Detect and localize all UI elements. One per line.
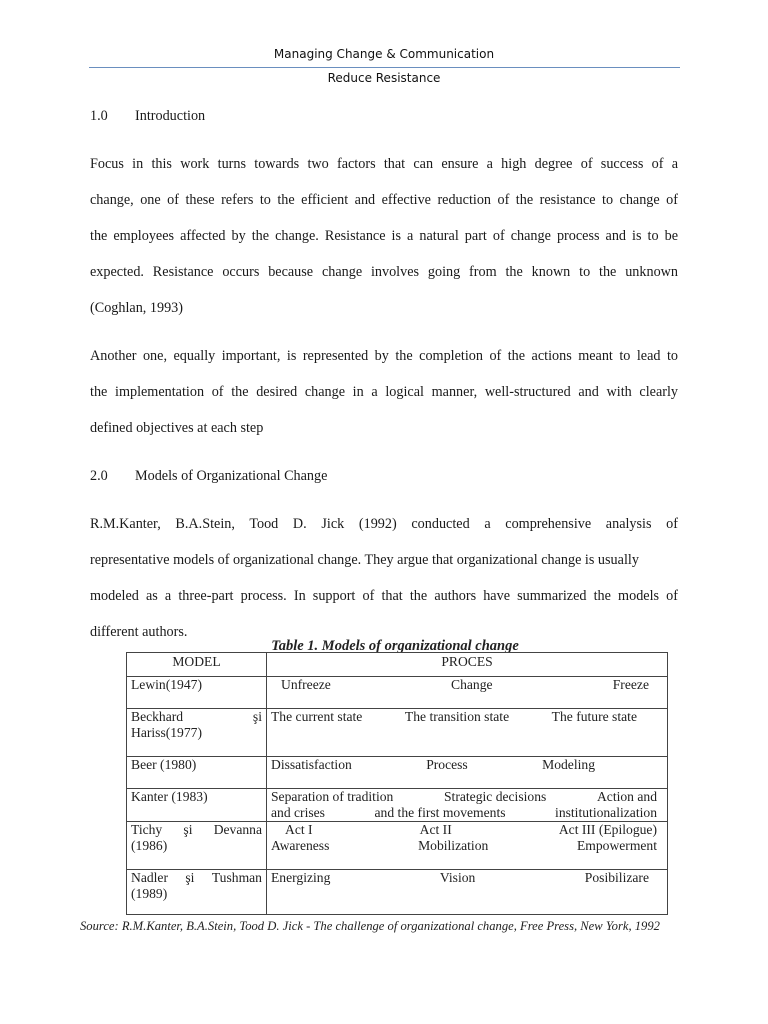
proces-cell <box>267 677 668 709</box>
proces-step: Unfreeze <box>281 677 331 692</box>
model-line: Hariss(1977) <box>131 725 202 740</box>
proces-line <box>271 757 663 773</box>
proces-step: Change <box>451 677 493 692</box>
text-line: (Coghlan, 1993) <box>90 300 183 316</box>
table-row <box>127 870 668 915</box>
text-line: representative models of organizational change. They argue that organizational change is usually <box>90 552 639 568</box>
proces-line <box>271 838 663 854</box>
table-row <box>127 757 668 789</box>
proces-step: Mobilization <box>418 838 489 853</box>
proces-step: The current state <box>271 709 363 724</box>
intro-paragraph-2 <box>90 346 678 454</box>
proces-step: Dissatisfaction <box>271 757 352 772</box>
models-table <box>126 652 668 915</box>
header-rule <box>89 67 680 68</box>
proces-step: Separation of tradition <box>271 789 394 804</box>
model-conj: şi <box>252 709 262 724</box>
text-line: the implementation of the desired change in a logical manner, well-structured and with clearly <box>90 384 678 400</box>
text-line: Focus in this work turns towards two factors that can ensure a high degree of success of a <box>90 156 678 172</box>
section-heading-introduction <box>90 106 205 126</box>
model-line: (1986) <box>131 838 168 853</box>
model-name: Beckhard <box>131 709 184 724</box>
proces-step: Energizing <box>271 870 331 885</box>
model-conj: şi <box>183 822 193 837</box>
proces-cell <box>267 870 668 915</box>
proces-step: Action and <box>596 789 657 804</box>
text-line: Another one, equally important, is represented by the completion of the actions meant to lead to <box>90 348 678 364</box>
models-paragraph <box>90 514 678 642</box>
model-line <box>131 822 262 838</box>
proces-cell <box>267 709 668 757</box>
table-caption: Table 1. Models of organizational change <box>271 638 519 654</box>
model-line <box>131 870 262 886</box>
text-line: the employees affected by the change. Resistance is a natural part of change process and is to be <box>90 228 678 244</box>
text-line: modeled as a three-part process. In support of that the authors have summarized the models of <box>90 588 678 604</box>
model-cell <box>127 677 267 709</box>
proces-step: Act II <box>419 822 452 837</box>
section-title: Models of Organizational Change <box>135 468 328 484</box>
model-line: (1989) <box>131 886 168 901</box>
section-title: Introduction <box>135 108 206 124</box>
table-row <box>127 822 668 870</box>
model-name: Nadler <box>131 870 168 885</box>
text-line: change, one of these refers to the efficient and effective reduction of the resistance to change of <box>90 192 678 208</box>
section-heading-models <box>90 466 327 486</box>
model-name: Tushman <box>211 870 262 885</box>
proces-step: Modeling <box>542 757 595 772</box>
proces-line <box>271 870 663 886</box>
model-cell <box>127 709 267 757</box>
table-row <box>127 709 668 757</box>
text-line: R.M.Kanter, B.A.Stein, Tood D. Jick (1992) conducted a comprehensive analysis of <box>90 516 678 532</box>
model-line: Beer (1980) <box>131 757 197 772</box>
text-line: defined objectives at each step <box>90 420 264 436</box>
intro-paragraph-1 <box>90 154 678 334</box>
proces-line <box>271 709 663 725</box>
model-cell <box>127 789 267 822</box>
model-cell <box>127 757 267 789</box>
proces-step: institutionalization <box>555 805 657 820</box>
running-header-subtitle: Reduce Resistance <box>327 71 441 85</box>
header-proces: PROCES <box>267 653 668 677</box>
model-conj: şi <box>185 870 195 885</box>
proces-line <box>271 805 663 821</box>
proces-step: and crises <box>271 805 325 820</box>
text-line: expected. Resistance occurs because change involves going from the known to the unknown <box>90 264 678 280</box>
table-row <box>127 677 668 709</box>
proces-cell <box>267 789 668 822</box>
proces-line <box>271 789 663 805</box>
proces-step: Process <box>426 757 468 772</box>
section-number: 1.0 <box>90 108 108 124</box>
proces-step: Act III (Epilogue) <box>558 822 657 837</box>
table-header-row <box>127 653 668 677</box>
table-row <box>127 789 668 822</box>
model-cell <box>127 822 267 870</box>
model-line <box>131 709 262 725</box>
proces-step: Freeze <box>612 677 649 692</box>
proces-step: Awareness <box>271 838 330 853</box>
proces-step: Posibilizare <box>584 870 649 885</box>
table-source-note: Source: R.M.Kanter, B.A.Stein, Tood D. Jick - The challenge of organizational change, Free Press, New York, 1992 <box>80 919 660 933</box>
proces-line <box>271 677 663 693</box>
model-line: Lewin(1947) <box>131 677 202 692</box>
model-cell <box>127 870 267 915</box>
section-number: 2.0 <box>90 468 108 484</box>
proces-step: Empowerment <box>576 838 657 853</box>
proces-step: and the first movements <box>374 805 506 820</box>
proces-step: The transition state <box>404 709 510 724</box>
model-line: Kanter (1983) <box>131 789 208 804</box>
proces-step: Vision <box>439 870 476 885</box>
proces-step: The future state <box>551 709 637 724</box>
proces-cell <box>267 822 668 870</box>
running-header-title: Managing Change & Communication <box>273 47 495 61</box>
text-line: different authors. <box>90 624 188 640</box>
model-name: Devanna <box>213 822 262 837</box>
proces-step: Strategic decisions <box>443 789 547 804</box>
proces-cell <box>267 757 668 789</box>
proces-line <box>271 822 663 838</box>
header-model: MODEL <box>127 653 267 677</box>
proces-step: Act I <box>285 822 313 837</box>
model-name: Tichy <box>131 822 163 837</box>
